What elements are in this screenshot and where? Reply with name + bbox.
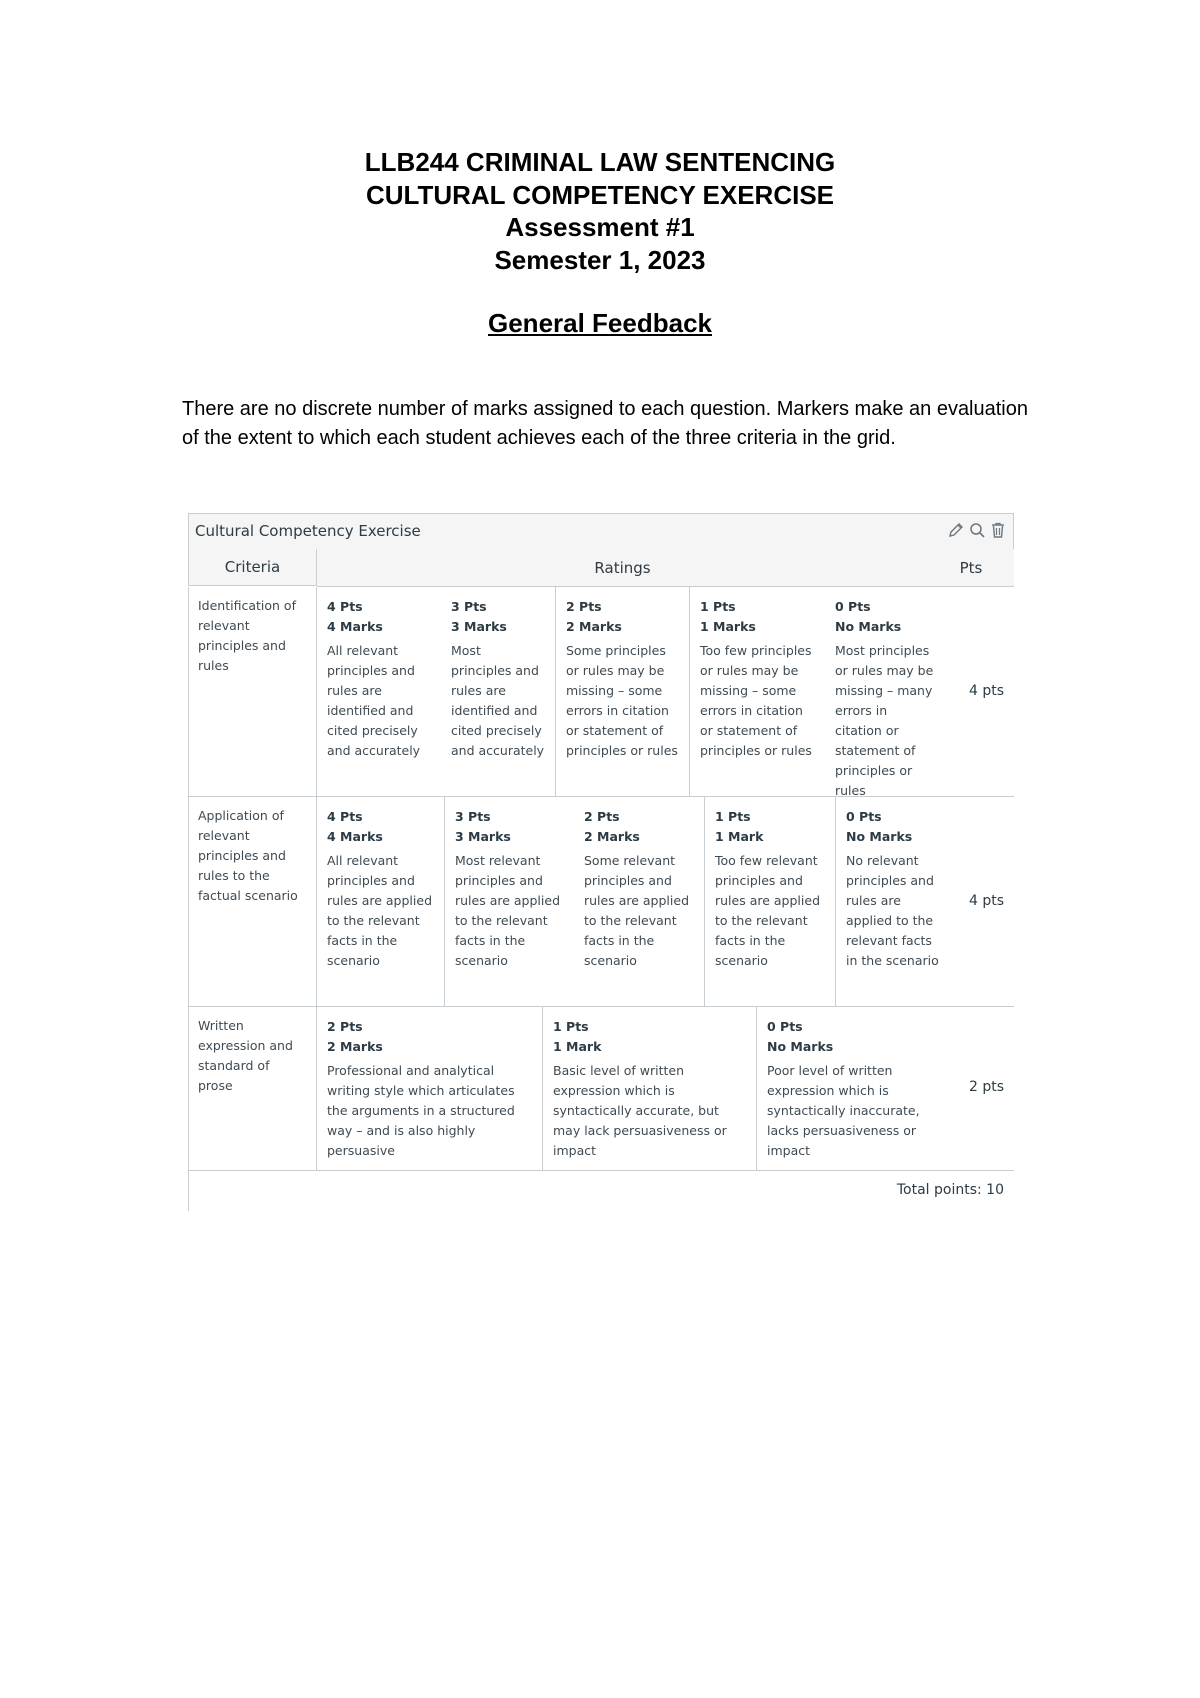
rating-cell[interactable] [317,587,441,796]
general-feedback-heading: General Feedback [488,308,712,338]
rating-label: 2 Marks [566,619,622,634]
rating-points: 1 Pts [700,599,736,614]
rating-cell[interactable] [555,587,689,796]
rating-description: Some relevant principles and rules are applied to the relevant facts in the scenario [584,853,689,968]
title-line-assessment: Assessment #1 [505,212,695,242]
rating-label: 2 Marks [327,1039,383,1054]
rating-cell[interactable] [441,587,555,796]
rating-label: 1 Mark [715,829,764,844]
rating-cell[interactable] [704,797,835,1006]
document-title [0,146,1200,276]
criterion-points: 4 pts [968,893,1004,909]
rating-points: 0 Pts [846,809,882,824]
rating-cell[interactable] [542,1007,756,1170]
rating-description: All relevant principles and rules are identified and cited precisely and accurately [327,643,421,758]
rating-description: Too few relevant principles and rules are applied to the relevant facts in the scenario [715,853,820,968]
rating-cell[interactable] [317,1007,542,1170]
criterion-name: Application of relevant principles and rules to the factual scenario [188,797,317,1006]
title-line-exercise: CULTURAL COMPETENCY EXERCISE [365,179,835,210]
rating-description: Professional and analytical writing style which articulates the arguments in a structured way – and is also highly persuasive [327,1063,515,1158]
rating-cell[interactable] [835,797,951,1006]
rating-points: 0 Pts [767,1019,803,1034]
criterion-name: Identification of relevant principles and rules [188,587,317,796]
rating-points: 3 Pts [455,809,491,824]
rating-label: No Marks [767,1039,834,1054]
rating-cell[interactable] [574,797,704,1006]
rating-points: 4 Pts [327,599,363,614]
rating-label: 3 Marks [451,619,507,634]
rating-description: Most principles or rules may be missing – many errors in citation or statement of principles or rules [835,643,934,798]
rating-points: 1 Pts [553,1019,589,1034]
criterion-points: 2 pts [968,1079,1004,1095]
rating-cell[interactable] [825,587,945,796]
rating-description: All relevant principles and rules are applied to the relevant facts in the scenario [327,853,432,968]
pts-column-header: Pts [928,549,1014,587]
rating-label: 4 Marks [327,619,383,634]
rating-label: 4 Marks [327,829,383,844]
rating-points: 4 Pts [327,809,363,824]
criterion-name: Written expression and standard of prose [188,1007,317,1170]
rating-points: 3 Pts [451,599,487,614]
rating-points: 2 Pts [584,809,620,824]
rating-points: 2 Pts [566,599,602,614]
rubric-table [188,513,1014,1211]
rating-description: Some principles or rules may be missing – some errors in citation or statement of principles or rules [566,643,678,758]
rating-cell[interactable] [689,587,825,796]
rating-description: Basic level of written expression which is syntactically accurate, but may lack persuasiveness or impact [553,1063,727,1158]
rating-label: 1 Mark [553,1039,602,1054]
rating-description: No relevant principles and rules are applied to the relevant facts in the scenario [846,853,939,968]
rating-cell[interactable] [756,1007,946,1170]
rating-label: 2 Marks [584,829,640,844]
ratings-column-header: Ratings [317,549,928,587]
rating-cell[interactable] [317,797,444,1006]
pencil-icon[interactable] [947,521,965,539]
title-line-course: LLB244 CRIMINAL LAW SENTENCING [364,147,836,177]
criterion-points: 4 pts [968,683,1004,699]
rating-label: No Marks [835,619,902,634]
magnifier-icon[interactable] [968,521,986,539]
criterion-row-written-expression [188,1007,1014,1171]
rating-description: Most principles and rules are identified and cited precisely and accurately [451,643,545,758]
total-points: Total points: 10 [896,1182,1004,1198]
rubric-footer [188,1171,1014,1211]
rubric-title: Cultural Competency Exercise [195,522,421,540]
rating-points: 1 Pts [715,809,751,824]
rubric-header [188,513,1014,550]
rating-description: Most relevant principles and rules are applied to the relevant facts in the scenario [455,853,560,968]
rating-description: Poor level of written expression which is syntactically inaccurate, lacks persuasiveness or impact [767,1063,920,1158]
rating-label: No Marks [846,829,913,844]
rating-cell[interactable] [444,797,574,1006]
trash-icon[interactable] [989,521,1007,539]
rating-points: 0 Pts [835,599,871,614]
title-line-semester: Semester 1, 2023 [494,244,706,275]
rubric-tools [947,521,1007,539]
rating-label: 1 Marks [700,619,756,634]
rating-label: 3 Marks [455,829,511,844]
criterion-row-application [188,797,1014,1007]
criterion-row-identification [188,587,1014,797]
rating-points: 2 Pts [327,1019,363,1034]
intro-paragraph: There are no discrete number of marks assigned to each question. Markers make an evaluation of the extent to which each student achieves each of the three criteria in the grid. [182,398,1028,449]
criteria-column-header: Criteria [188,549,317,586]
rating-description: Too few principles or rules may be missing – some errors in citation or statement of principles or rules [700,643,812,758]
